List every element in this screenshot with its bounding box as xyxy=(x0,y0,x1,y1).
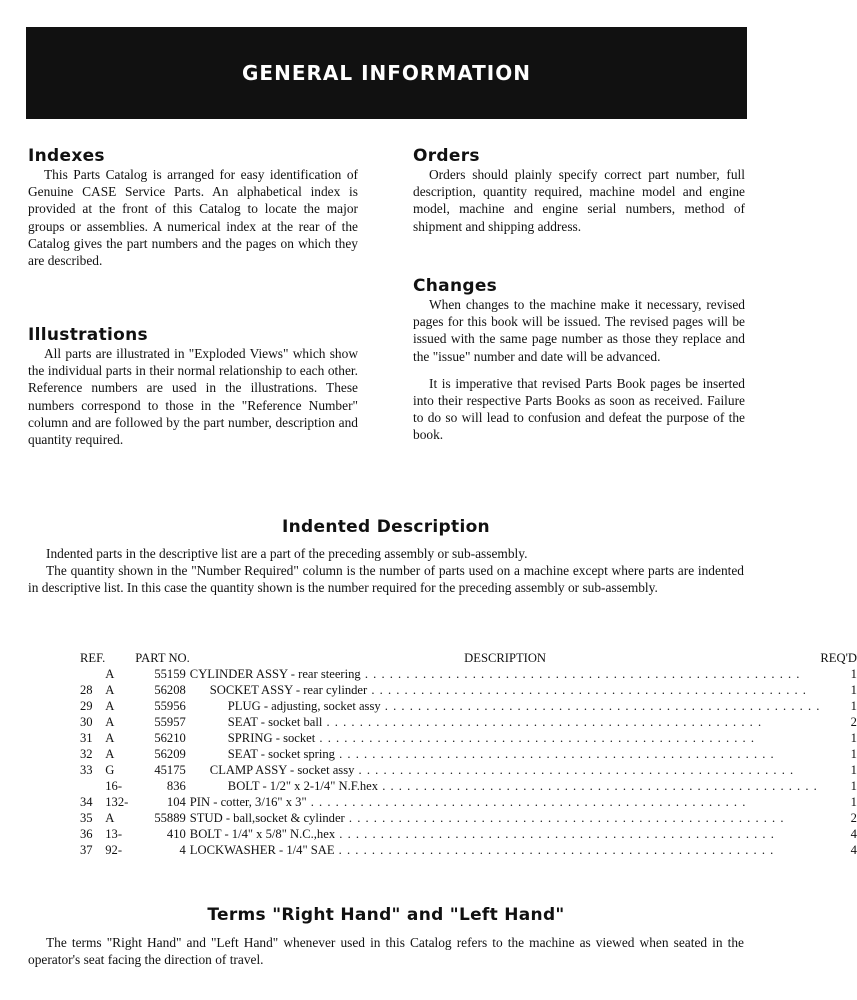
part-number-cell: 410 xyxy=(166,827,186,841)
quantity-cell: 1 xyxy=(850,747,857,761)
part-number-cell: 56210 xyxy=(154,731,186,745)
description-cell xyxy=(190,778,821,794)
part-group-cell: 132- xyxy=(105,795,129,809)
description-cell xyxy=(190,842,821,858)
description-cell xyxy=(190,746,821,762)
page-title: GENERAL INFORMATION xyxy=(242,61,531,85)
ref-cell xyxy=(80,666,105,682)
description-cell xyxy=(190,698,821,714)
parts-table xyxy=(80,646,857,858)
changes-text-2: It is imperative that revised Parts Book pages be inserted into their respective Parts Books as soon as received. Failure to do so will lead to confusion and defeat the purpose of the book. xyxy=(413,375,745,443)
quantity-cell: 1 xyxy=(850,699,857,713)
table-row xyxy=(80,762,857,778)
illustrations-section xyxy=(28,325,358,448)
ref-cell: 28 xyxy=(80,683,93,697)
quantity-cell: 2 xyxy=(850,715,857,729)
table-row xyxy=(80,842,857,858)
ref-cell: 33 xyxy=(80,763,93,777)
quantity-cell: 1 xyxy=(850,779,857,793)
part-group-cell: A xyxy=(105,747,115,761)
quantity-cell: 4 xyxy=(850,827,857,841)
description-cell xyxy=(190,714,821,730)
table-row xyxy=(80,682,857,698)
description-text: PLUG - adjusting, socket assy . . . xyxy=(190,699,821,713)
changes-text-1: When changes to the machine make it necessary, revised pages for this book will be issued. The revised pages will be issued with the same page number as those they replace and the "issue" number and date will be advanced. xyxy=(413,297,745,364)
part-number-cell: 55957 xyxy=(154,715,186,729)
ref-header: REF. xyxy=(80,651,106,665)
description-text: CLAMP ASSY - socket assy . . . xyxy=(190,763,794,777)
table-row xyxy=(80,794,857,810)
header-banner xyxy=(26,27,747,119)
part-number-cell: 4 xyxy=(179,843,186,857)
quantity-cell: 1 xyxy=(850,667,857,681)
changes-heading: Changes xyxy=(413,276,498,296)
ref-cell: 34 xyxy=(80,795,93,809)
description-text: LOCKWASHER - 1/4" SAE . . . xyxy=(190,843,774,857)
part-number-cell: 55956 xyxy=(154,699,186,713)
part-group-cell: 16- xyxy=(105,779,123,793)
part-number-cell: 56208 xyxy=(154,683,186,697)
part-number-cell: 55159 xyxy=(154,667,186,681)
part-number-cell: 104 xyxy=(166,795,186,809)
part-group-cell: A xyxy=(105,699,115,713)
description-text: BOLT - 1/4" x 5/8" N.C.,hex . . . xyxy=(190,827,775,841)
ref-cell: 37 xyxy=(80,843,93,857)
ref-cell: 29 xyxy=(80,699,93,713)
parts-table-header xyxy=(80,646,857,666)
terms-section xyxy=(28,934,744,968)
part-group-cell: A xyxy=(105,811,115,825)
part-group-cell: 92- xyxy=(105,843,123,857)
table-row xyxy=(80,746,857,762)
quantity-cell: 4 xyxy=(850,843,857,857)
description-text: SPRING - socket . . . xyxy=(190,731,755,745)
indented-heading: Indented Description xyxy=(282,517,490,537)
parts-table-body xyxy=(80,666,857,858)
orders-heading: Orders xyxy=(413,146,480,166)
part-no-header: PART NO. xyxy=(135,651,190,665)
table-row xyxy=(80,666,857,682)
quantity-cell: 1 xyxy=(850,683,857,697)
part-group-cell: 13- xyxy=(105,827,123,841)
ref-cell: 30 xyxy=(80,715,93,729)
description-cell xyxy=(190,762,821,778)
part-number-cell: 55889 xyxy=(154,811,186,825)
description-text: BOLT - 1/2" x 2-1/4" N.F.hex . . . xyxy=(190,779,818,793)
indented-section xyxy=(28,545,744,597)
quantity-cell: 1 xyxy=(850,763,857,777)
indexes-section xyxy=(28,146,358,269)
illustrations-heading: Illustrations xyxy=(28,325,148,345)
ref-cell: 31 xyxy=(80,731,93,745)
part-group-cell: A xyxy=(105,683,115,697)
description-text: CYLINDER ASSY - rear steering . . . xyxy=(190,667,801,681)
part-group-cell: A xyxy=(105,731,115,745)
description-text: STUD - ball,socket & cylinder . . . xyxy=(190,811,785,825)
part-number-cell: 56209 xyxy=(154,747,186,761)
indexes-text: This Parts Catalog is arranged for easy identification of Genuine CASE Service Parts. An alphabetical index is provided at the front of this Catalog to locate the major groups or assemblies. A numerical index at the rear of the Catalog gives the part numbers and the pages on which they are described. xyxy=(28,167,358,269)
table-row xyxy=(80,730,857,746)
part-group-cell: A xyxy=(105,715,115,729)
description-header: DESCRIPTION xyxy=(464,651,547,665)
ref-cell xyxy=(80,778,105,794)
ref-cell: 32 xyxy=(80,747,93,761)
part-number-cell: 45175 xyxy=(154,763,186,777)
table-row xyxy=(80,714,857,730)
indented-text-1: Indented parts in the descriptive list are a part of the preceding assembly or sub-assembly. xyxy=(46,546,528,561)
ref-cell: 36 xyxy=(80,827,93,841)
table-row xyxy=(80,698,857,714)
description-cell xyxy=(190,794,821,810)
table-row xyxy=(80,778,857,794)
description-cell xyxy=(190,730,821,746)
part-number-cell: 836 xyxy=(166,779,186,793)
description-cell xyxy=(190,682,821,698)
description-text: SOCKET ASSY - rear cylinder . . . xyxy=(190,683,807,697)
illustrations-text: All parts are illustrated in "Exploded Views" which show the individual parts in their normal relationship to each other. Reference numbers are used in the illustrations. These numbers correspond to those in the "Reference Number" column and are followed by the part number, description and quantity required. xyxy=(28,346,358,448)
quantity-cell: 2 xyxy=(850,811,857,825)
quantity-cell: 1 xyxy=(850,795,857,809)
changes-section xyxy=(413,276,745,444)
description-text: SEAT - socket ball . . . xyxy=(190,715,762,729)
indexes-heading: Indexes xyxy=(28,146,105,166)
table-row xyxy=(80,826,857,842)
description-cell xyxy=(190,810,821,826)
part-group-cell: G xyxy=(105,763,115,777)
quantity-cell: 1 xyxy=(850,731,857,745)
ref-cell: 35 xyxy=(80,811,93,825)
description-text: SEAT - socket spring . . . xyxy=(190,747,775,761)
reqd-header: REQ'D xyxy=(820,651,857,665)
orders-section xyxy=(413,146,745,235)
part-group-cell: A xyxy=(105,667,115,681)
orders-text: Orders should plainly specify correct part number, full description, quantity required, machine model and engine model, machine and engine serial numbers, method of shipment and shipping address. xyxy=(413,167,745,234)
terms-heading: Terms "Right Hand" and "Left Hand" xyxy=(207,905,565,925)
description-text: PIN - cotter, 3/16" x 3" . . . xyxy=(190,795,747,809)
table-row xyxy=(80,810,857,826)
indented-text-2: The quantity shown in the "Number Required" column is the number of parts used on a machine except where parts are indented in descriptive list. In this case the quantity shown is the number required for the preceding assembly or sub-assembly. xyxy=(28,563,744,596)
description-cell xyxy=(190,826,821,842)
description-cell xyxy=(190,666,821,682)
terms-text: The terms "Right Hand" and "Left Hand" whenever used in this Catalog refers to the machine as viewed when seated in the operator's seat facing the direction of travel. xyxy=(28,935,744,968)
